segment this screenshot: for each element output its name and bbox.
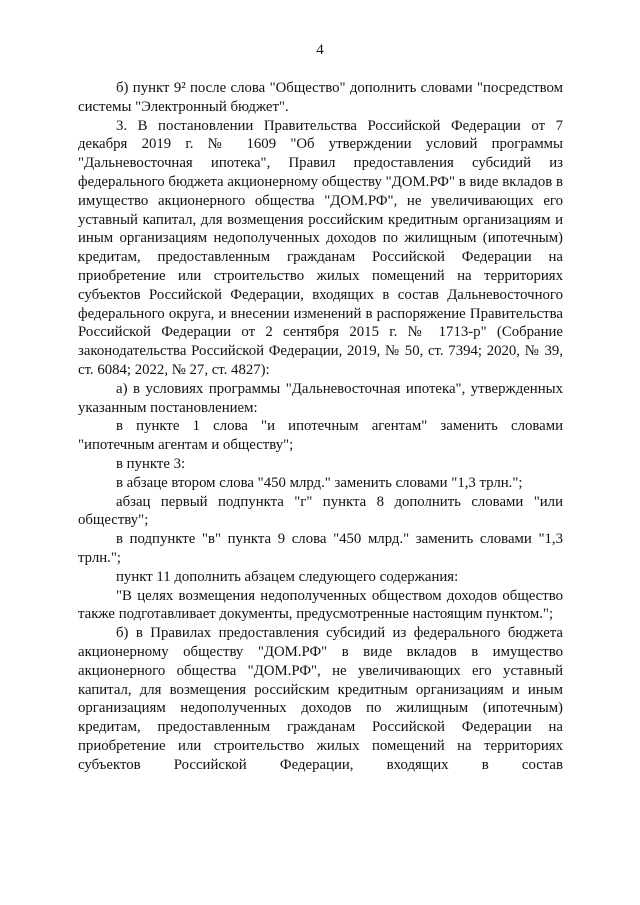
paragraph-point-11: пункт 11 дополнить абзацем следующего содержания: (116, 568, 459, 585)
paragraph-abzac-2: в абзаце втором слова "450 млрд." заменить словами "1,3 трлн."; (116, 474, 523, 491)
paragraph-point-8: абзац первый подпункта "г" пункта 8 дополнить словами "или обществу"; (78, 493, 563, 529)
paragraph-item-a: а) в условиях программы "Дальневосточная ипотека", утвержденных указанным постановлением: (78, 380, 563, 416)
paragraph-point-1: в пункте 1 слова "и ипотечным агентам" заменить словами "ипотечным агентам и обществу"; (78, 418, 563, 454)
document-body (78, 79, 563, 774)
paragraph-point-3: в пункте 3: (116, 455, 186, 472)
page-number: 4 (316, 42, 324, 58)
paragraph-section-3: 3. В постановлении Правительства Российской Федерации от 7 декабря 2019 г. № 1609 "Об утверждении условий программы "Дальневосточная ипотека", Правил предоставления субсидий из федерального бюджета акционерному обществу "ДОМ.РФ" в виде вкладов в имущество акционерного общества "ДОМ.РФ", не увеличивающих его уставный капитал, для возмещения российским кредитным организациям и иным организациям недополученных доходов по жилищным (ипотечным) кредитам, предоставленным гражданам Российской Федерации на приобретение или строительство жилых помещений на территориях субъектов Российской Федерации, входящих в состав Дальневосточного федерального округа, и внесении изменений в распоряжение Правительства Российской Федерации от 2 сентября 2015 г. № 1713-р" (Собрание законодательства Российской Федерации, 2019, № 50, ст. 7394; 2020, № 39, ст. 6084; 2022, № 27, ст. 4827): (78, 117, 563, 378)
paragraph-quote: "В целях возмещения недополученных обществом доходов общество также подготавливает документы, предусмотренные настоящим пунктом."; (78, 587, 563, 623)
paragraph-point-9: в подпункте "в" пункта 9 слова "450 млрд." заменить словами "1,3 трлн."; (78, 531, 563, 566)
paragraph-item-b-point-9: б) пункт 9² после слова "Общество" дополнить словами "посредством системы "Электронный бюджет". (78, 80, 563, 115)
paragraph-item-b-rules: б) в Правилах предоставления субсидий из федерального бюджета акционерному обществу "ДОМ.РФ" в виде вкладов в имущество акционерного общества "ДОМ.РФ", не увеличивающих его уставный капитал, для возмещения российским кредитным организациям и иным организациям недополученных доходов по жилищным (ипотечным) кредитам, предоставленным гражданам Российской Федерации на приобретение или строительство жилых помещений на территориях субъектов Российской Федерации, входящих в состав (78, 625, 563, 773)
